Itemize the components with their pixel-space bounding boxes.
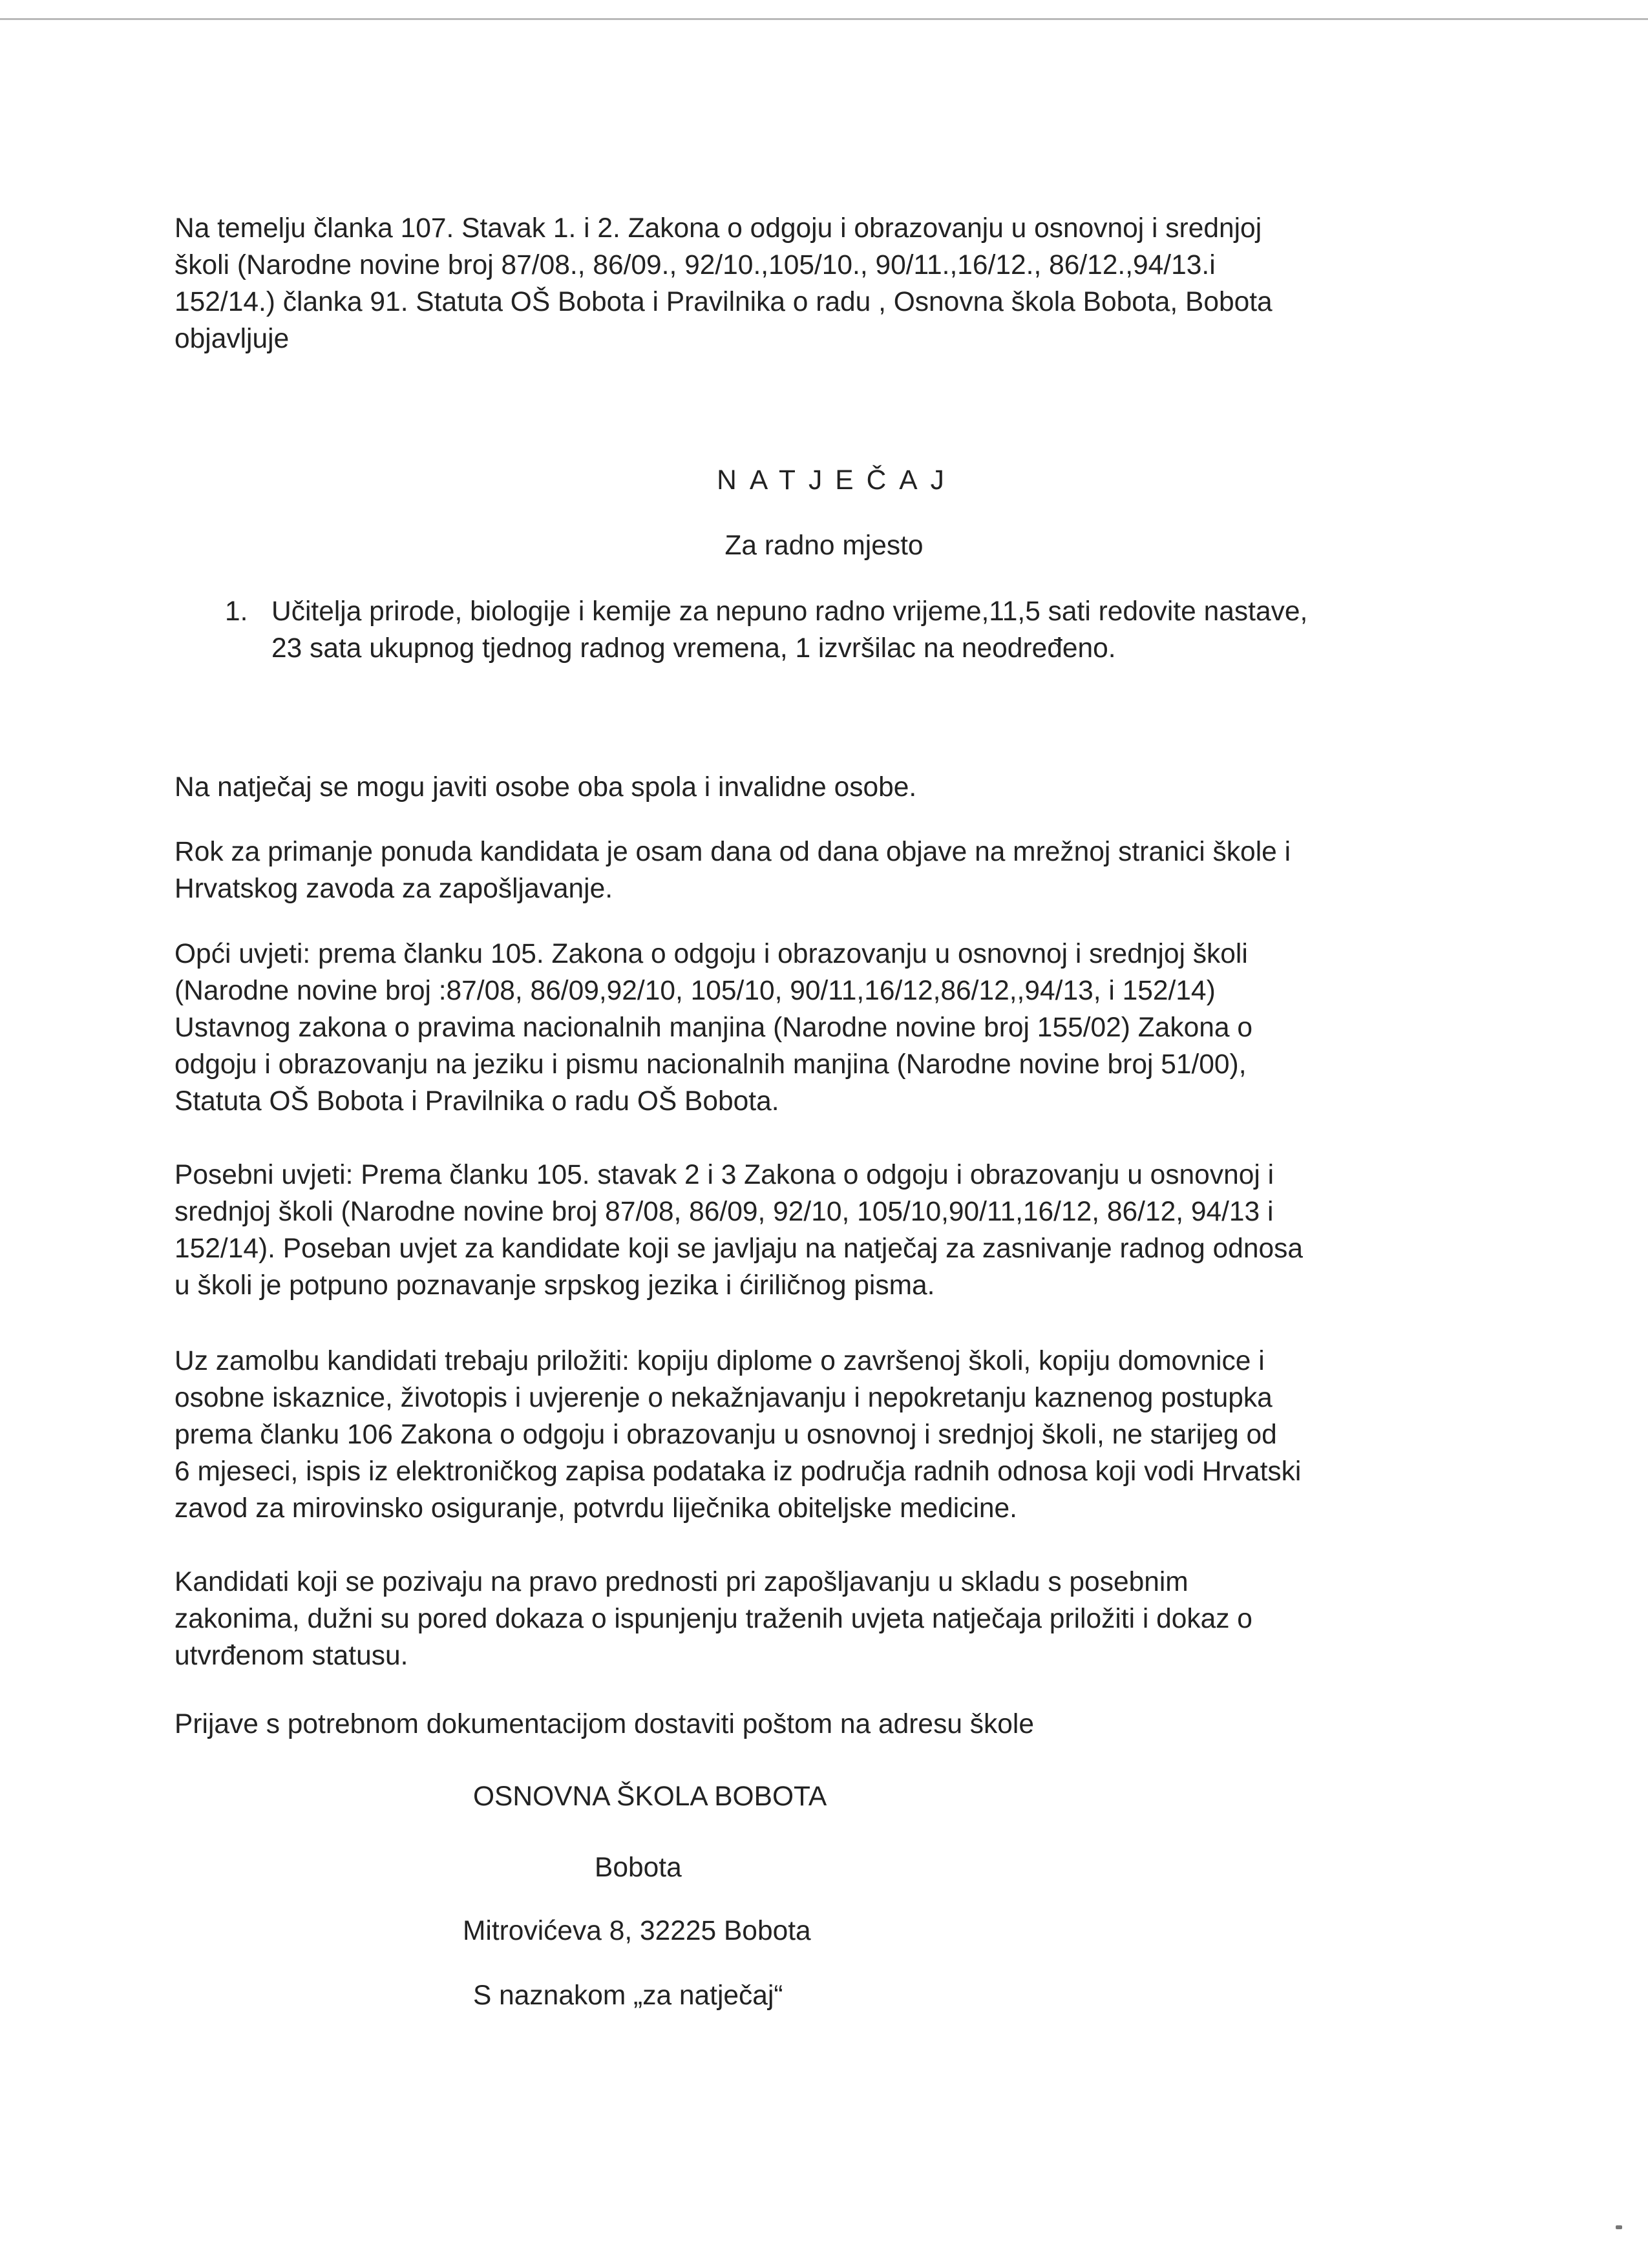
document-subtitle: Za radno mjesto [724,530,924,561]
text-line: Opći uvjeti: prema članku 105. Zakona o odgoju i obrazovanju u osnovnoj i srednjoj školi [174,939,1248,969]
text-line: utvrđenom statusu. [174,1641,408,1671]
priority-paragraph [174,1564,1389,1674]
deadline-paragraph [174,834,1389,907]
document-title: NATJEČAJ [717,465,957,496]
text-line: 152/14.) članka 91. Statuta OŠ Bobota i Pravilnika o radu , Osnovna škola Bobota, Bobota [174,287,1273,317]
documents-paragraph [174,1343,1389,1527]
position-number: 1. [225,596,248,627]
position-description [271,593,1402,667]
general-conditions-paragraph [174,936,1389,1120]
text-line: Na temelju članka 107. Stavak 1. i 2. Zakona o odgoju i obrazovanju u osnovnoj i srednjoj [174,213,1262,244]
text-line: Statuta OŠ Bobota i Pravilnika o radu OŠ Bobota. [174,1086,779,1117]
text-line: 152/14). Poseban uvjet za kandidate koji se javljaju na natječaj za zasnivanje radnog odnosa [174,1234,1304,1264]
text-line: srednjoj školi (Narodne novine broj 87/08, 86/09, 92/10, 105/10,90/11,16/12, 86/12, 94/13 i [174,1197,1274,1227]
address-street: Mitrovićeva 8, 32225 Bobota [463,1916,811,1946]
text-line: Uz zamolbu kandidati trebaju priložiti: kopiju diplome o završenoj školi, kopiju domovnice i [174,1346,1265,1376]
text-line: 6 mjeseci, ispis iz elektroničkog zapisa podataka iz područja radnih odnosa koji vodi Hrvatski [174,1456,1302,1487]
address-place: Bobota [595,1853,682,1883]
text-line: zavod za mirovinsko osiguranje, potvrdu liječnika obiteljske medicine. [174,1493,1017,1524]
scan-speck [1616,2225,1622,2229]
intro-paragraph [174,210,1389,357]
text-line: (Narodne novine broj :87/08, 86/09,92/10, 105/10, 90/11,16/12,86/12,,94/13, i 152/14) [174,976,1216,1006]
text-line: Rok za primanje ponuda kandidata je osam dana od dana objave na mrežnoj stranici škole i [174,837,1291,867]
eligibility-paragraph [174,769,1389,806]
text-line: u školi je potpuno poznavanje srpskog jezika i ćiriličnog pisma. [174,1270,935,1301]
text-line: zakonima, dužni su pored dokaza o ispunjenju traženih uvjeta natječaja priložiti i dokaz o [174,1604,1252,1634]
text-line: Ustavnog zakona o pravima nacionalnih manjina (Narodne novine broj 155/02) Zakona o [174,1013,1252,1043]
special-conditions-paragraph [174,1157,1389,1304]
submission-paragraph [174,1706,1389,1743]
address-school: OSNOVNA ŠKOLA BOBOTA [473,1781,827,1812]
text-line: osobne iskaznice, životopis i uvjerenje o nekažnjavanju i nepokretanju kaznenog postupka [174,1383,1273,1413]
text-line: Kandidati koji se pozivaju na pravo prednosti pri zapošljavanju u skladu s posebnim [174,1567,1188,1597]
address-note: S naznakom „za natječaj“ [473,1980,783,2011]
text-line: prema članku 106 Zakona o odgoju i obrazovanju u osnovnoj i srednjoj školi, ne starijeg od [174,1420,1277,1450]
text-line: Hrvatskog zavoda za zapošljavanje. [174,874,613,904]
text-line: Posebni uvjeti: Prema članku 105. stavak 2 i 3 Zakona o odgoju i obrazovanju u osnovnoj i [174,1160,1274,1190]
text-line: objavljuje [174,324,290,354]
text-line: odgoju i obrazovanju na jeziku i pismu nacionalnih manjina (Narodne novine broj 51/00), [174,1049,1247,1080]
text-line: Na natječaj se mogu javiti osobe oba spola i invalidne osobe. [174,772,917,803]
text-line: Prijave s potrebnom dokumentacijom dostaviti poštom na adresu škole [174,1709,1034,1739]
text-line: 23 sata ukupnog tjednog radnog vremena, 1 izvršilac na neodređeno. [271,633,1116,664]
text-line: Učitelja prirode, biologije i kemije za nepuno radno vrijeme,11,5 sati redovite nastave, [271,596,1308,627]
text-line: školi (Narodne novine broj 87/08., 86/09., 92/10.,105/10., 90/11.,16/12., 86/12.,94/13.i [174,250,1216,280]
